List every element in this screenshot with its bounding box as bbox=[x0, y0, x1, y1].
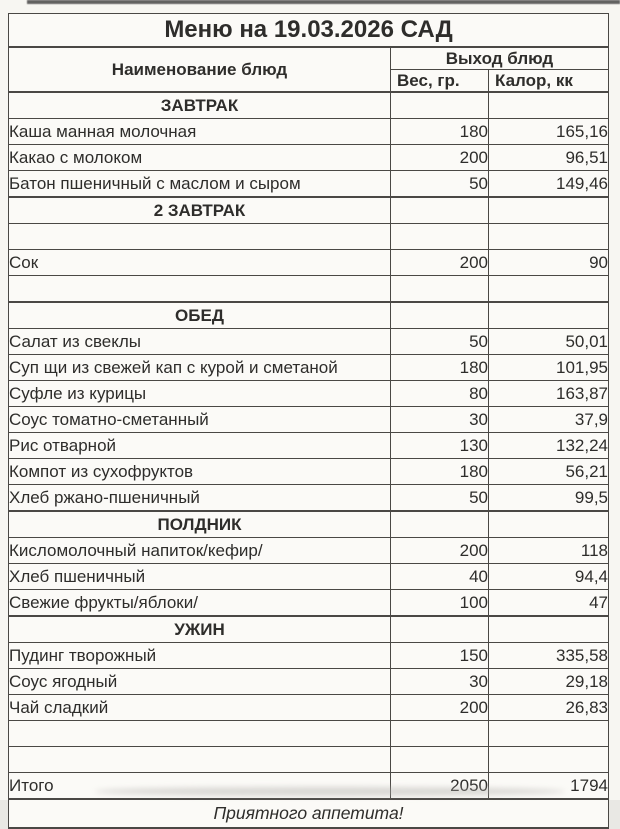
dish-name: Сок bbox=[9, 250, 391, 276]
dish-weight: 180 bbox=[391, 119, 489, 145]
dish-row bbox=[9, 355, 609, 381]
dish-name: Компот из сухофруктов bbox=[9, 459, 391, 485]
dish-weight bbox=[391, 197, 489, 224]
dish-weight bbox=[391, 747, 489, 773]
header-row-1 bbox=[9, 47, 609, 70]
dish-calories bbox=[489, 747, 609, 773]
dish-calories bbox=[489, 616, 609, 643]
dish-row bbox=[9, 643, 609, 669]
section-title: УЖИН bbox=[9, 616, 391, 643]
dish-weight: 130 bbox=[391, 433, 489, 459]
dish-weight: 150 bbox=[391, 643, 489, 669]
dish-row bbox=[9, 433, 609, 459]
dish-calories bbox=[489, 511, 609, 538]
dish-name: Пудинг творожный bbox=[9, 643, 391, 669]
dish-row bbox=[9, 145, 609, 171]
dish-calories: 335,58 bbox=[489, 643, 609, 669]
dish-row bbox=[9, 564, 609, 590]
dish-weight bbox=[391, 511, 489, 538]
dish-name: Суп щи из свежей кап с курой и сметаной bbox=[9, 355, 391, 381]
empty-row bbox=[9, 747, 609, 773]
dish-name: Чай сладкий bbox=[9, 695, 391, 721]
dish-row bbox=[9, 695, 609, 721]
dish-row bbox=[9, 407, 609, 433]
dish-weight bbox=[391, 92, 489, 119]
empty-row bbox=[9, 276, 609, 303]
dish-weight: 200 bbox=[391, 538, 489, 564]
total-calories: 1794 bbox=[489, 773, 609, 800]
dish-name bbox=[9, 747, 391, 773]
section-row bbox=[9, 197, 609, 224]
empty-row bbox=[9, 721, 609, 747]
dish-calories bbox=[489, 276, 609, 303]
dish-name: Хлеб ржано-пшеничный bbox=[9, 485, 391, 512]
dish-calories bbox=[489, 92, 609, 119]
dish-weight: 180 bbox=[391, 355, 489, 381]
dish-weight: 30 bbox=[391, 407, 489, 433]
dish-weight: 180 bbox=[391, 459, 489, 485]
dish-name: Рис отварной bbox=[9, 433, 391, 459]
section-title: 2 ЗАВТРАК bbox=[9, 197, 391, 224]
dish-weight bbox=[391, 224, 489, 250]
dish-weight: 80 bbox=[391, 381, 489, 407]
dish-row bbox=[9, 538, 609, 564]
scan-artifact-bottom bbox=[95, 787, 565, 796]
dish-name: Кисломолочный напиток/кефир/ bbox=[9, 538, 391, 564]
column-header-calories: Калор, кк bbox=[489, 70, 609, 93]
section-title: ОБЕД bbox=[9, 302, 391, 329]
dish-name: Соус ягодный bbox=[9, 669, 391, 695]
dish-calories: 94,4 bbox=[489, 564, 609, 590]
column-header-dish-name: Наименование блюд bbox=[9, 47, 391, 92]
dish-name bbox=[9, 721, 391, 747]
dish-row bbox=[9, 329, 609, 355]
dish-name: Суфле из курицы bbox=[9, 381, 391, 407]
dish-weight: 50 bbox=[391, 485, 489, 512]
dish-weight: 40 bbox=[391, 564, 489, 590]
dish-weight bbox=[391, 302, 489, 329]
total-label: Итого bbox=[9, 773, 391, 800]
dish-calories: 50,01 bbox=[489, 329, 609, 355]
dish-name: Батон пшеничный с маслом и сыром bbox=[9, 171, 391, 198]
dish-weight bbox=[391, 616, 489, 643]
section-row bbox=[9, 511, 609, 538]
footer-note: Приятного аппетита! bbox=[9, 799, 609, 828]
footer-row bbox=[9, 799, 609, 828]
dish-calories: 47 bbox=[489, 590, 609, 617]
dish-name: Свежие фрукты/яблоки/ bbox=[9, 590, 391, 617]
dish-calories: 132,24 bbox=[489, 433, 609, 459]
dish-row bbox=[9, 485, 609, 512]
dish-name: Соус томатно-сметанный bbox=[9, 407, 391, 433]
dish-calories: 99,5 bbox=[489, 485, 609, 512]
dish-row bbox=[9, 669, 609, 695]
column-group-header-output: Выход блюд bbox=[391, 47, 609, 70]
section-row bbox=[9, 302, 609, 329]
empty-row bbox=[9, 224, 609, 250]
dish-weight: 100 bbox=[391, 590, 489, 617]
dish-calories: 165,16 bbox=[489, 119, 609, 145]
dish-calories: 118 bbox=[489, 538, 609, 564]
dish-name: Каша манная молочная bbox=[9, 119, 391, 145]
dish-weight: 50 bbox=[391, 329, 489, 355]
menu-table-header bbox=[9, 14, 609, 93]
dish-calories: 149,46 bbox=[489, 171, 609, 198]
total-weight: 2050 bbox=[391, 773, 489, 800]
dish-row bbox=[9, 590, 609, 617]
scan-artifact-top bbox=[27, 0, 620, 4]
dish-name bbox=[9, 276, 391, 303]
title-row bbox=[9, 14, 609, 48]
dish-name: Какао с молоком bbox=[9, 145, 391, 171]
dish-calories bbox=[489, 721, 609, 747]
dish-calories bbox=[489, 224, 609, 250]
dish-row bbox=[9, 459, 609, 485]
section-title: ЗАВТРАК bbox=[9, 92, 391, 119]
page-title: Меню на 19.03.2026 САД bbox=[9, 14, 609, 48]
dish-weight bbox=[391, 721, 489, 747]
dish-calories bbox=[489, 197, 609, 224]
dish-calories: 56,21 bbox=[489, 459, 609, 485]
dish-weight: 200 bbox=[391, 695, 489, 721]
dish-row bbox=[9, 250, 609, 276]
section-title: ПОЛДНИК bbox=[9, 511, 391, 538]
dish-row bbox=[9, 171, 609, 198]
dish-calories: 90 bbox=[489, 250, 609, 276]
dish-weight: 30 bbox=[391, 669, 489, 695]
dish-name: Салат из свеклы bbox=[9, 329, 391, 355]
dish-weight bbox=[391, 276, 489, 303]
dish-row bbox=[9, 381, 609, 407]
dish-calories: 26,83 bbox=[489, 695, 609, 721]
dish-name: Хлеб пшеничный bbox=[9, 564, 391, 590]
menu-table-body bbox=[9, 92, 609, 773]
dish-weight: 200 bbox=[391, 250, 489, 276]
menu-table-footer bbox=[9, 773, 609, 829]
dish-calories: 101,95 bbox=[489, 355, 609, 381]
dish-weight: 200 bbox=[391, 145, 489, 171]
dish-weight: 50 bbox=[391, 171, 489, 198]
section-row bbox=[9, 616, 609, 643]
menu-table bbox=[8, 13, 609, 829]
dish-name bbox=[9, 224, 391, 250]
column-header-weight: Вес, гр. bbox=[391, 70, 489, 93]
dish-calories: 37,9 bbox=[489, 407, 609, 433]
dish-row bbox=[9, 119, 609, 145]
dish-calories: 29,18 bbox=[489, 669, 609, 695]
section-row bbox=[9, 92, 609, 119]
dish-calories: 163,87 bbox=[489, 381, 609, 407]
dish-calories bbox=[489, 302, 609, 329]
dish-calories: 96,51 bbox=[489, 145, 609, 171]
